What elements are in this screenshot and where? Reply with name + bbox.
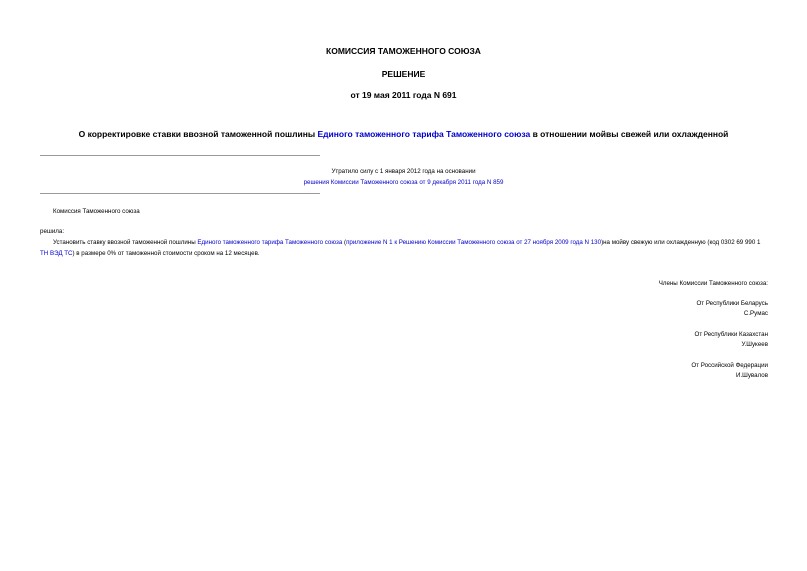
signature-belarus-name: С.Румас (743, 310, 768, 317)
doc-date: от 19 мая 2011 года N 691 (350, 90, 457, 100)
lost-force-basis-link[interactable]: решения Комиссии Таможенного союза от 9 декабря 2011 года N 859 (303, 179, 504, 186)
doc-type-title: РЕШЕНИЕ (381, 69, 426, 79)
signature-russia-name: И.Шувалов (736, 372, 768, 379)
heading-prefix: О корректировке ставки ввозной таможенной пошлины (78, 129, 318, 139)
decision-paragraph (40, 238, 770, 259)
document-heading (0, 129, 807, 140)
para-tariff-link[interactable]: Единого таможенного тарифа Таможенного союза (197, 239, 343, 246)
signature-kazakhstan-name: У.Шукеев (741, 341, 768, 348)
signature-belarus-country: От Республики Беларусь (696, 300, 768, 307)
lost-force-basis-wrapper (0, 178, 807, 188)
para-text-1: Установить ставку ввозной таможенной пошлины (53, 239, 198, 246)
org-title: КОМИССИЯ ТАМОЖЕННОГО СОЮЗА (326, 46, 481, 56)
para-text-2: ( (342, 239, 347, 246)
lost-force-note: Утратило силу с 1 января 2012 года на основании (331, 168, 476, 175)
para-text-3: )на мойву свежую или охлажденную (код 0302 69 990 1 (601, 239, 761, 246)
commission-name: Комиссия Таможенного союза (53, 208, 140, 215)
divider-top (40, 155, 320, 156)
divider-bottom (40, 193, 320, 194)
members-title: Члены Комиссии Таможенного союза: (658, 280, 768, 287)
para-tnved-link[interactable]: ТН ВЭД ТС (40, 249, 73, 257)
para-annex-link[interactable]: приложение N 1 к Решению Комиссии Таможенного союза от 27 ноября 2009 года N 130 (346, 239, 602, 246)
heading-tariff-link[interactable]: Единого таможенного тарифа Таможенного союза (317, 129, 531, 139)
para-text-4: ) в размере 0% от таможенной стоимости сроком на 12 месяцев. (72, 249, 260, 257)
heading-suffix: в отношении мойвы свежей или охлажденной (530, 129, 729, 139)
decided-label: решила: (40, 228, 65, 235)
signature-kazakhstan-country: От Республики Казахстан (694, 331, 768, 338)
signature-russia-country: От Российской Федерации (691, 362, 768, 369)
